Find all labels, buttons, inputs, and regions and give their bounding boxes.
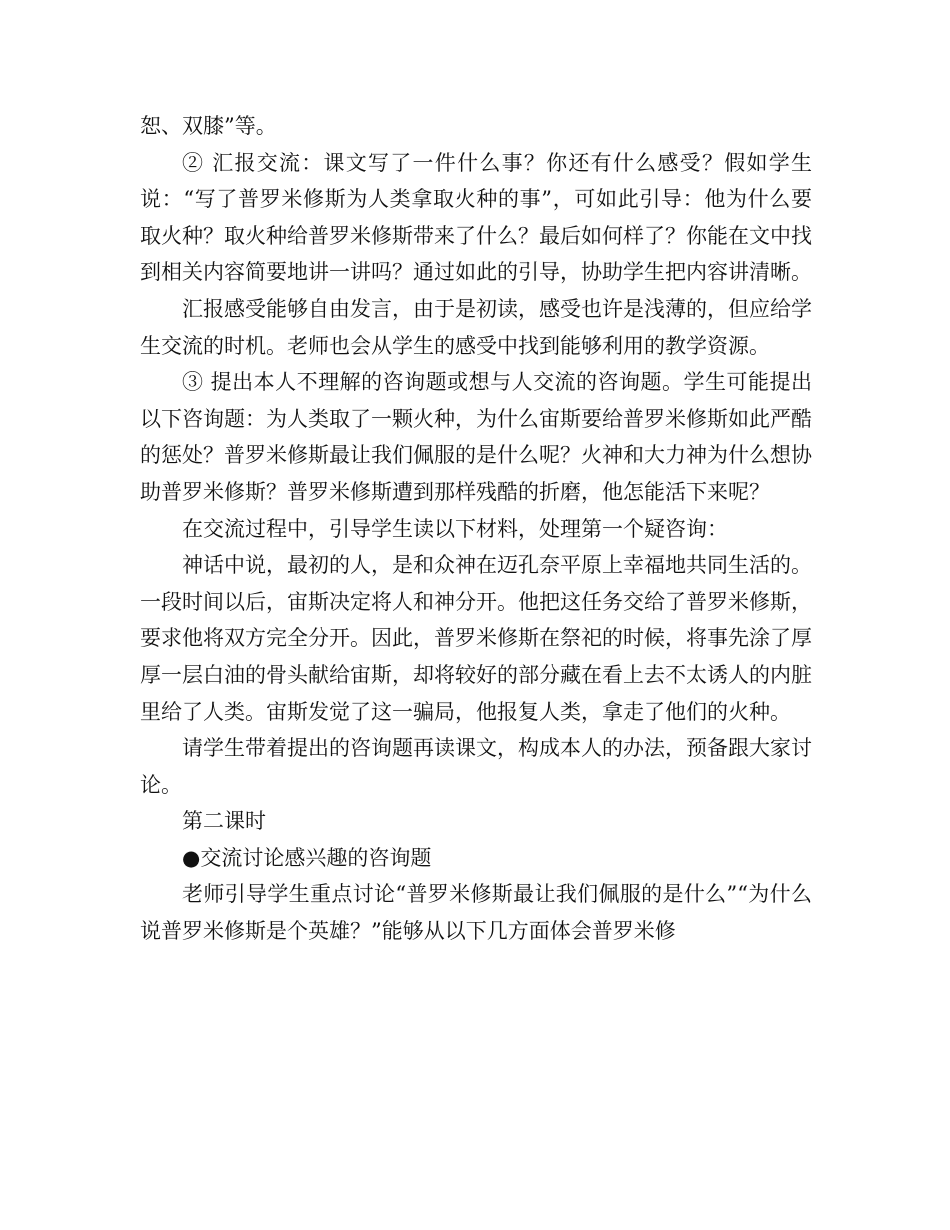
paragraph-10: 老师引导学生重点讨论“普罗米修斯最让我们佩服的是什么”“为什么说普罗米修斯是个英雄？”能够从以下几方面体会普罗米修: [140, 882, 812, 944]
paragraph-6: 神话中说，最初的人，是和众神在迈孔奈平原上幸福地共同生活的。一段时间以后，宙斯决定将人和神分开。他把这任务交给了普罗米修斯，要求他将双方完全分开。因此，普罗米修斯在祭祀的时候，将事先涂了厚厚一层白油的骨头献给宙斯，却将较好的部分藏在看上去不太诱人的内脏里给了人类。宙斯发觉了这一骗局，他报复人类，拿走了他们的火种。: [140, 553, 812, 724]
paragraph-7: 请学生带着提出的咨询题再读课文，构成本人的办法，预备跟大家讨论。: [140, 736, 812, 797]
paragraph-4: ③ 提出本人不理解的咨询题或想与人交流的咨询题。学生可能提出以下咨询题：为人类取了一颗火种，为什么宙斯要给普罗米修斯如此严酷的惩处？普罗米修斯最让我们佩服的是什么呢？火神和大力神为什么想协助普罗米修斯？普罗米修斯遭到那样残酷的折磨，他怎能活下来呢？: [140, 370, 812, 504]
paragraph-2: ② 汇报交流：课文写了一件什么事？你还有什么感受？假如学生说：“写了普罗米修斯为人类拿取火种的事”，可如此引导：他为什么要取火种？取火种给普罗米修斯带来了什么？最后如何样了？你能在文中找到相关内容简要地讲一讲吗？通过如此的引导，协助学生把内容讲清晰。: [140, 150, 812, 285]
paragraph-3: 汇报感受能够自由发言，由于是初读，感受也许是浅薄的，但应给学生交流的时机。老师也会从学生的感受中找到能够利用的教学资源。: [140, 296, 812, 358]
bullet-heading-discussion: ●交流讨论感兴趣的咨询题: [182, 845, 432, 870]
section-heading-second-lesson: 第二课时: [182, 809, 266, 834]
document-body: [140, 108, 812, 950]
paragraph-1: 恕、双膝”等。: [140, 114, 277, 138]
paragraph-5: 在交流过程中，引导学生读以下材料，处理第一个疑咨询：: [182, 516, 728, 541]
